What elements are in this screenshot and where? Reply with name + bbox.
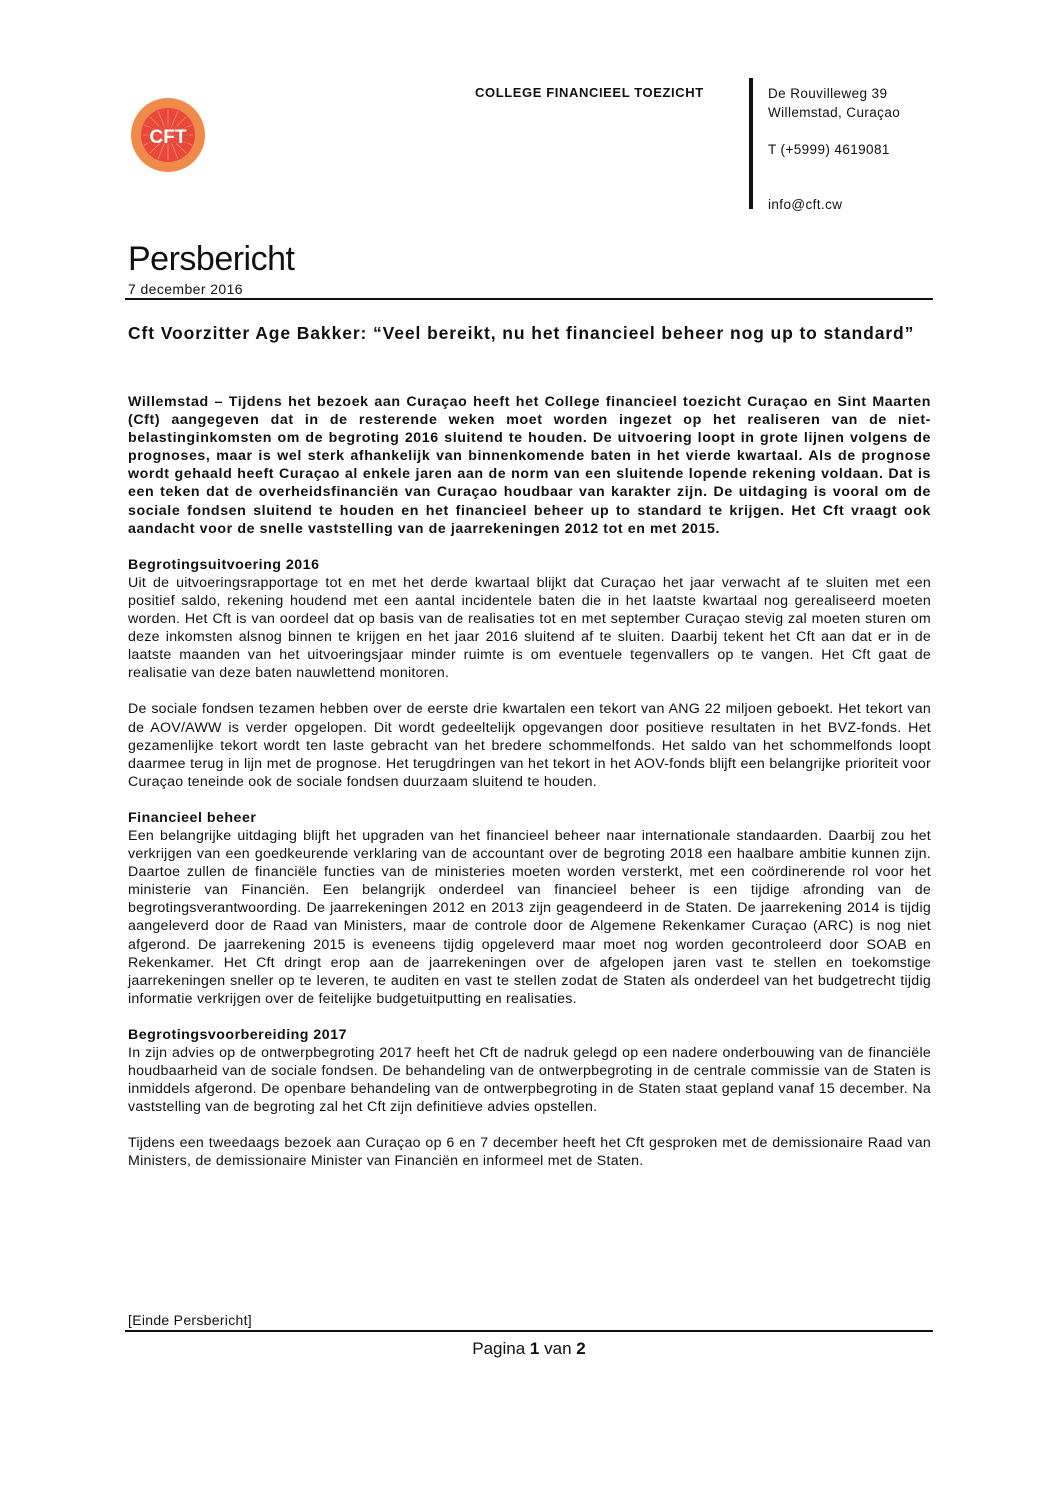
section-heading-financieel-beheer: Financieel beheer	[128, 809, 257, 826]
email-address: info@cft.cw	[768, 197, 843, 212]
paragraph: Tijdens een tweedaags bezoek aan Curaçao op 6 en 7 december heeft het Cft gesproken met de demissionaire Raad van Ministers, de demissionaire Minister van Financiën en informeel met de Staten.	[128, 1135, 931, 1170]
headline: Cft Voorzitter Age Bakker: “Veel bereikt, nu het financieel beheer nog up to standard”	[128, 323, 915, 343]
header-divider	[749, 78, 753, 209]
address-line-1: De Rouvilleweg 39	[768, 86, 888, 101]
footer-divider	[125, 1330, 933, 1332]
paragraph: De sociale fondsen tezamen hebben over de eerste drie kwartalen een tekort van ANG 22 miljoen geboekt. Het tekort van de AOV/AWW is verder opgelopen. Dit wordt gedeeltelijk opgevangen door positieve resultaten in het BVZ-fonds. Het gezamenlijke tekort wordt ten laste gebracht van het bredere schommelfonds. Het saldo van het schommelfonds loopt daarmee terug in lijn met de prognose. Het terugdringen van het tekort in het AOV-fonds blijft een belangrijke prioriteit voor Curaçao teneinde ook de sociale fondsen duurzaam sluitend te houden.	[128, 701, 931, 790]
svg-text:CFT: CFT	[149, 127, 187, 148]
document-date: 7 december 2016	[128, 281, 243, 297]
page-footer	[0, 1339, 1058, 1359]
page-prefix: Pagina	[472, 1339, 526, 1358]
address-line-2: Willemstad, Curaçao	[768, 105, 901, 120]
page-separator: van	[544, 1339, 572, 1358]
section-heading-begrotingsuitvoering: Begrotingsuitvoering 2016	[128, 556, 320, 573]
contact-block	[768, 84, 900, 214]
current-page: 1	[529, 1339, 540, 1358]
document-title: Persbericht	[128, 240, 295, 278]
paragraph: Een belangrijke uitdaging blijft het upgraden van het financieel beheer naar internationale standaarden. Daarbij zou het verkrijgen van een goedkeurende verklaring van de accountant over de begroting 2018 een haalbare ambitie kunnen zijn. Daartoe zullen de financiële functies van de ministeries moeten worden versterkt, met een coördinerende rol voor het ministerie van Financiën. Een belangrijk onderdeel van financieel beheer is een tijdige afronding van de begrotingsverantwoording. De jaarrekeningen 2012 en 2013 zijn geagendeerd in de Staten. De jaarrekening 2014 is tijdig aangeleverd door de Raad van Ministers, maar de controle door de Algemene Rekenkamer Curaçao (ARC) is nog niet afgerond. De jaarrekening 2015 is eveneens tijdig opgeleverd maar moet nog worden gecontroleerd door SOAB en Rekenkamer. Het Cft dringt erop aan de jaarrekeningen over de afgelopen jaren vast te stellen en toekomstige jaarrekeningen sneller op te leveren, te auditen en vast te stellen zodat de Staten als onderdeel van het budgetrecht tijdig informatie verkrijgen over de feitelijke budgetuitputting en realisaties.	[128, 827, 931, 1007]
title-divider	[125, 298, 933, 300]
phone-number: T (+5999) 4619081	[768, 142, 890, 157]
organization-name: COLLEGE FINANCIEEL TOEZICHT	[475, 85, 704, 100]
closing-marker: [Einde Persbericht]	[128, 1312, 252, 1328]
section-heading-begrotingsvoorbereiding: Begrotingsvoorbereiding 2017	[128, 1026, 347, 1043]
total-pages: 2	[576, 1339, 586, 1358]
paragraph: In zijn advies op de ontwerpbegroting 2017 heeft het Cft de nadruk gelegd op een nadere onderbouwing van de financiële houdbaarheid van de sociale fondsen. De behandeling van de ontwerpbegroting in de centrale commissie van de Staten is inmiddels afgerond. De openbare behandeling van de ontwerpbegroting in de Staten staat gepland vanaf 15 december. Na vaststelling van de begroting zal het Cft zijn definitieve advies opstellen.	[128, 1045, 931, 1116]
paragraph: Uit de uitvoeringsrapportage tot en met het derde kwartaal blijkt dat Curaçao het jaar verwacht af te sluiten met een positief saldo, rekening houdend met een aantal incidentele baten die in het laatste kwartaal nog gerealiseerd moeten worden. Het Cft is van oordeel dat op basis van de realisaties tot en met september Curaçao stevig zal moeten sturen om deze inkomsten alsnog binnen te krijgen en het jaar 2016 sluitend af te sluiten. Daarbij tekent het Cft aan dat er in de laatste maanden van het uitvoeringsjaar minder ruimte is om eventuele tegenvallers op te vangen. Het Cft gaat de realisatie van deze baten nauwlettend monitoren.	[128, 574, 931, 682]
cft-logo-icon	[130, 97, 206, 173]
lead-paragraph: Willemstad – Tijdens het bezoek aan Curaçao heeft het College financieel toezicht Curaçao en Sint Maarten (Cft) aangegeven dat in de resterende weken moet worden ingezet op het realiseren van de niet-belastinginkomsten om de begroting 2016 sluitend te houden. De uitvoering loopt in grote lijnen volgens de prognoses, maar is wel sterk afhankelijk van binnenkomende baten in het vierde kwartaal. Als de prognose wordt gehaald heeft Curaçao al enkele jaren aan de norm van een sluitende lopende rekening voldaan. Dat is een teken dat de overheidsfinanciën van Curaçao houdbaar van karakter zijn. De uitdaging is vooral om de sociale fondsen sluitend te houden en het financieel beheer up to standard te krijgen. Het Cft vraagt ook aandacht voor de snelle vaststelling van de jaarrekeningen 2012 tot en met 2015.	[128, 394, 931, 537]
document-body	[128, 393, 931, 1171]
